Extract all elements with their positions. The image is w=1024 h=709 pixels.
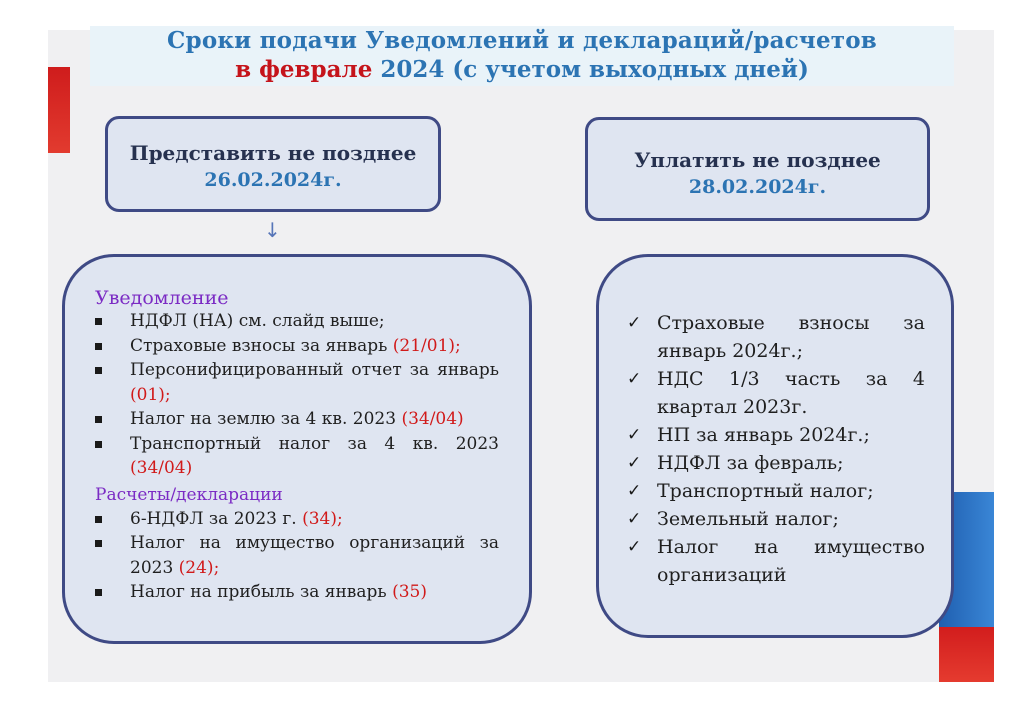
square-bullet-icon [95,589,102,596]
check-icon: ✓ [627,481,642,501]
list-item: ✓ Земельный налог; [627,505,925,533]
title-line-1: Сроки подачи Уведомлений и деклараций/расчетов [167,27,877,54]
square-bullet-icon [95,540,102,547]
list-item: ✓ НП за январь 2024г.; [627,421,925,449]
submit-deadline-title: Представить не позднее [129,141,417,165]
list-item: 6-НДФЛ за 2023 г. (34); [95,507,499,532]
list-item: Налог на землю за 4 кв. 2023 (34/04) [95,407,499,432]
notice-list [95,309,499,481]
submit-deadline-box [105,116,441,212]
title-month: в феврале [235,56,373,83]
check-icon: ✓ [627,453,642,473]
list-item: Страховые взносы за январь (21/01); [95,334,499,359]
list-item: НДФЛ (НА) см. слайд выше; [95,309,499,334]
arrow-down-icon: ↓ [264,218,281,242]
check-icon: ✓ [627,425,642,445]
square-bullet-icon [95,416,102,423]
list-item: ✓ НДФЛ за февраль; [627,449,925,477]
payment-list-box [596,254,954,638]
title-line-2 [90,56,954,84]
check-icon: ✓ [627,537,642,557]
list-item: Налог на прибыль за январь (35) [95,580,499,605]
payment-deadline-box [585,117,930,221]
payment-deadline-date: 28.02.2024г. [688,176,827,198]
submit-deadline-date: 26.02.2024г. [204,169,342,191]
square-bullet-icon [95,516,102,523]
flag-stripe-left [48,67,70,153]
payment-list [627,309,925,589]
check-icon: ✓ [627,509,642,529]
check-icon: ✓ [627,313,642,333]
square-bullet-icon [95,367,102,374]
list-item: ✓ НДС 1/3 часть за 4 квартал 2023г. [627,365,925,421]
check-icon: ✓ [627,369,642,389]
list-item: ✓ Транспортный налог; [627,477,925,505]
list-item: Налог на имущество организаций за 2023 (24); [95,531,499,580]
notice-section-title: Уведомление [95,287,229,309]
submission-list-box [62,254,532,644]
slide-title [90,26,954,86]
list-item: ✓ Страховые взносы за январь 2024г.; [627,309,925,365]
declaration-list [95,507,499,605]
flag-stripe-red [939,627,994,682]
list-item: Транспортный налог за 4 кв. 2023 (34/04) [95,432,499,481]
declaration-section-title: Расчеты/декларации [95,484,283,505]
payment-deadline-title: Уплатить не позднее [634,148,881,172]
title-year: 2024 (с учетом выходных дней) [372,56,809,83]
square-bullet-icon [95,343,102,350]
square-bullet-icon [95,318,102,325]
list-item: Персонифицированный отчет за январь (01); [95,358,499,407]
list-item: ✓ Налог на имущество организаций [627,533,925,589]
square-bullet-icon [95,441,102,448]
